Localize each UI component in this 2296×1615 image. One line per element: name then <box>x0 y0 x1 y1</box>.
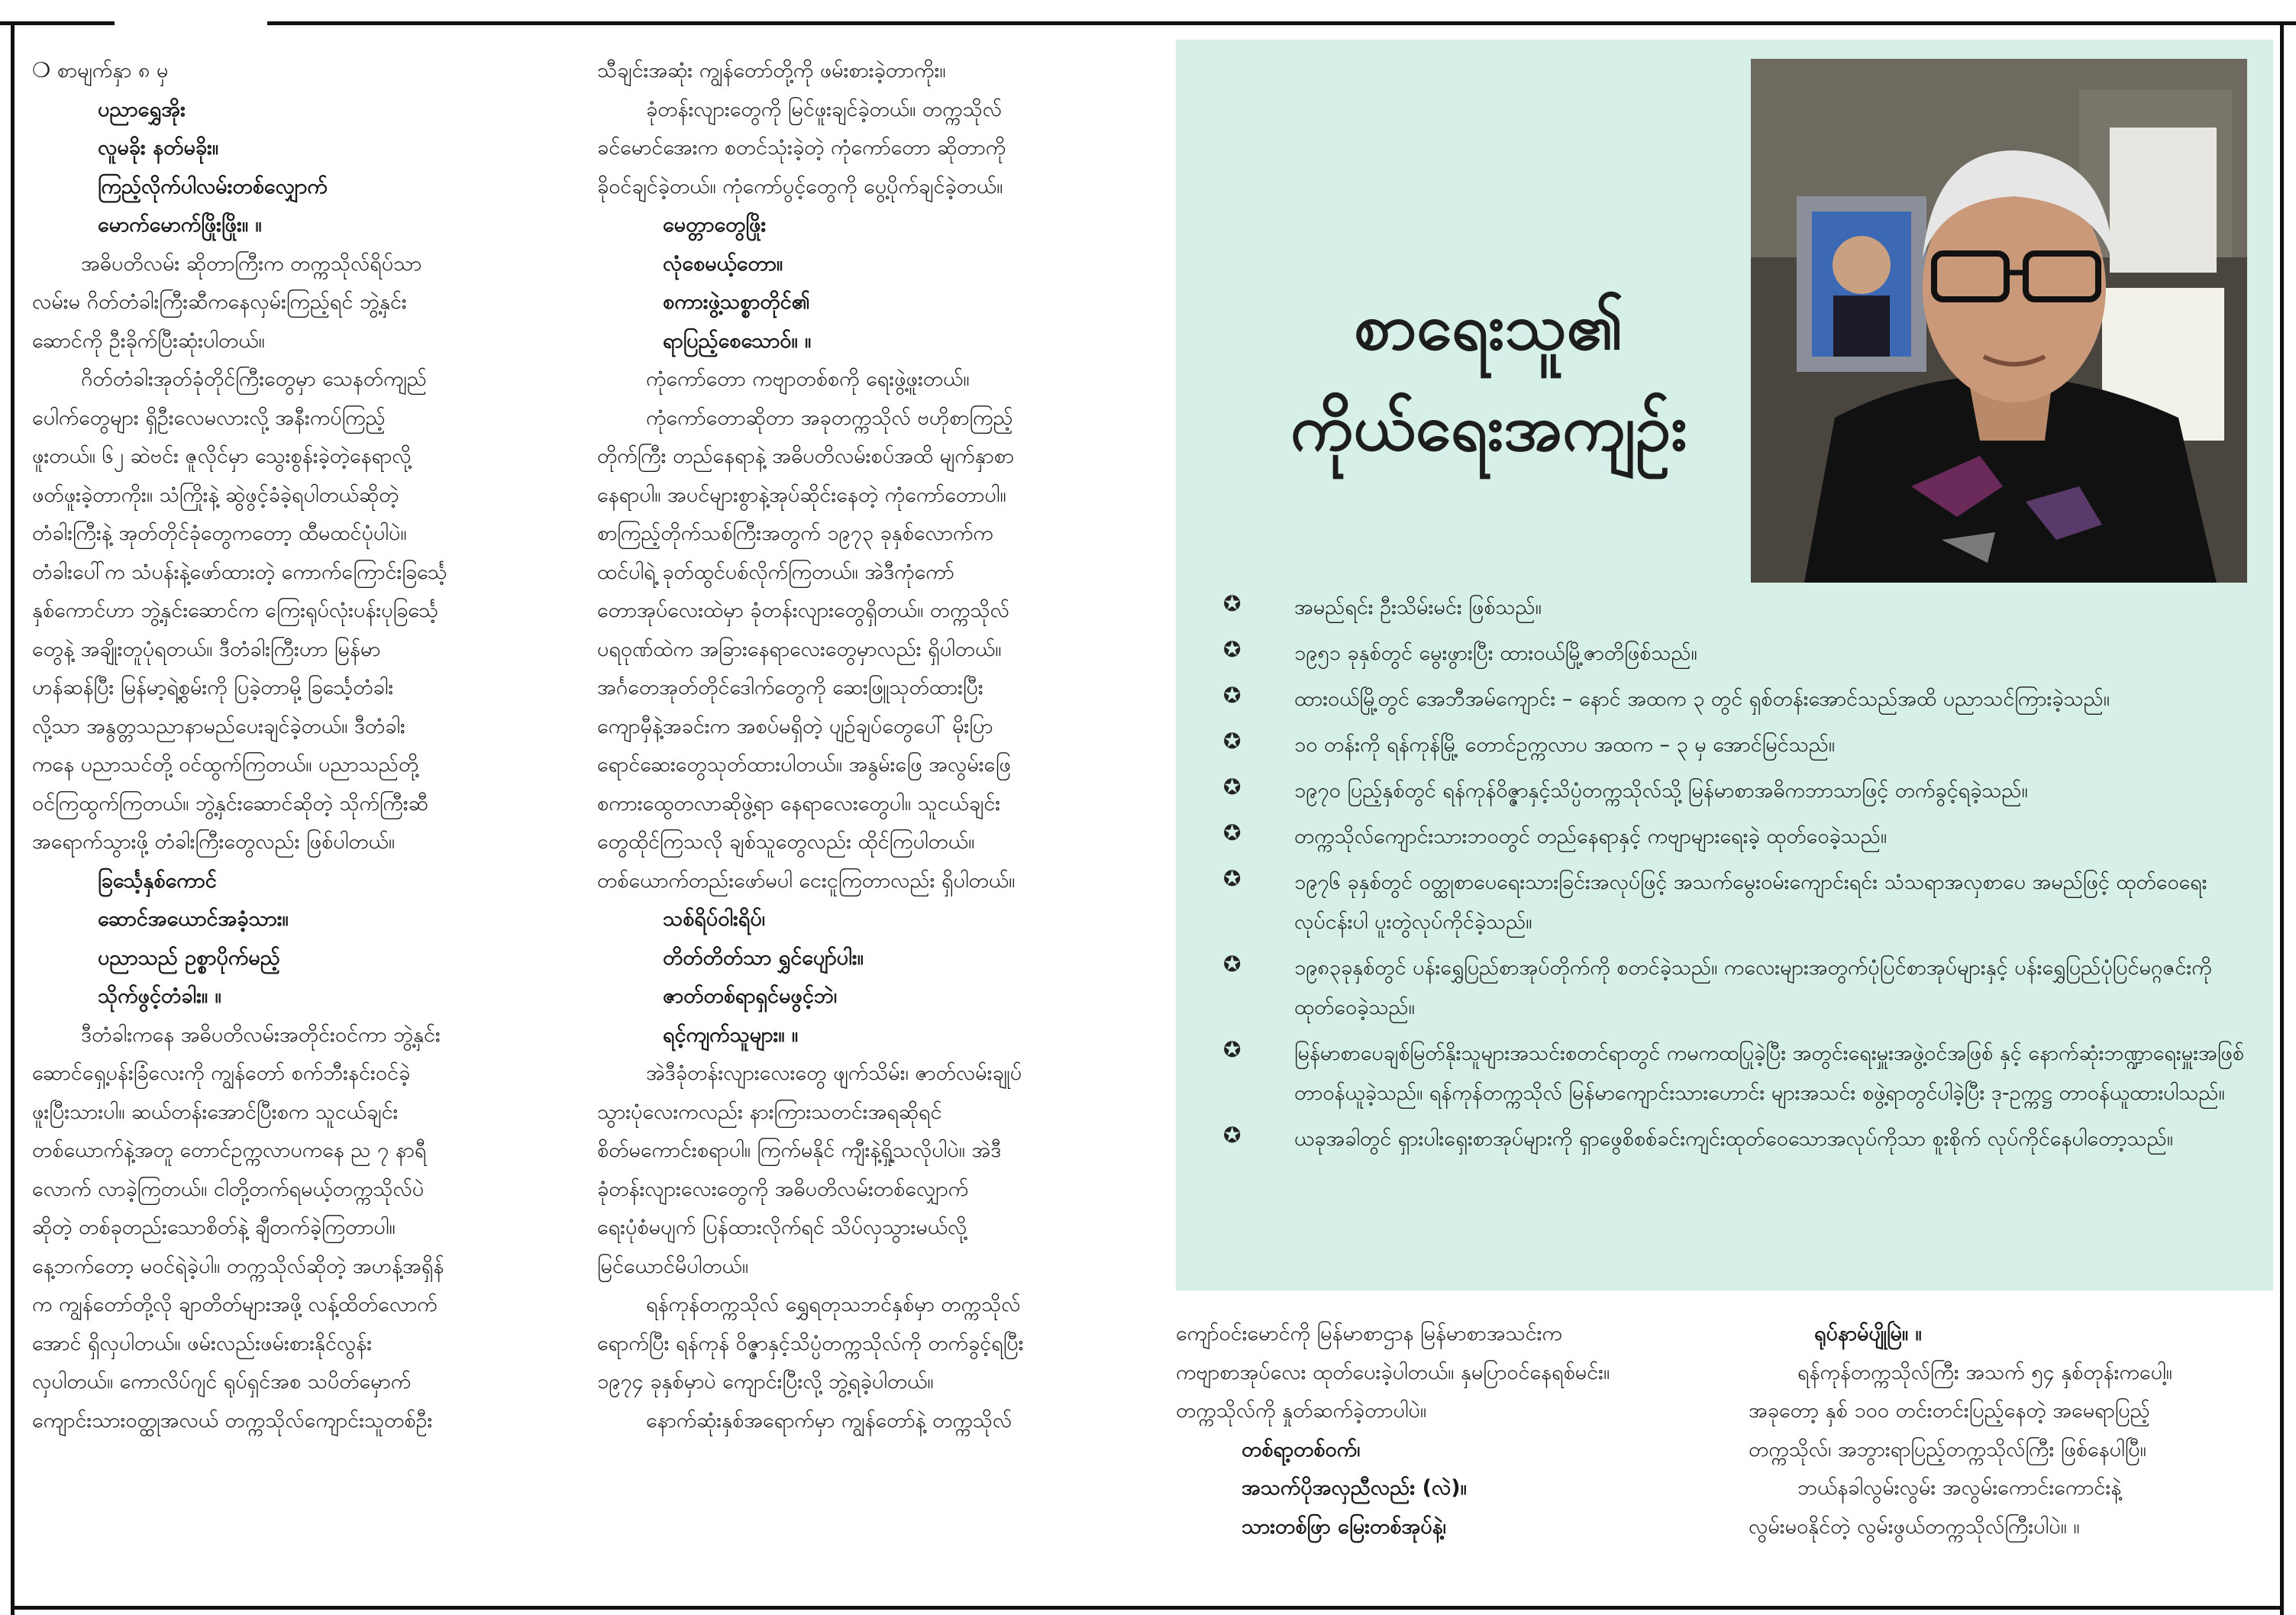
article-line: နှစ်ကောင်ဟာ ဘွဲ့နှင်းဆောင်က ကြေးရုပ်လုံးပန်းပုခြင်္သေ့ <box>32 599 439 622</box>
article-line: ဆောင်ကို ဦးခိုက်ပြီးဆုံးပါတယ်။ <box>32 328 265 353</box>
bio-item-text: ယခုအခါတွင် ရှားပါးရှေးစာအုပ်များကို ရှာဖွေစိစစ်ခင်းကျင်းထုတ်ဝေသောအလုပ်ကိုသာ စူးစိုက် လုပ်ကိုင်နေပါတော့သည်။ <box>1294 1127 2173 1151</box>
article-line: ရောက်ပြီး ရန်ကုန် ဝိဇ္ဇာနှင့်သိပ္ပံတက္ကသိုလ်ကို တက်ခွင့်ရပြီး <box>597 1331 1024 1355</box>
article-line: ပေါက်တွေများ ရှိဦးလေမလားလို့ အနီးကပ်ကြည့် <box>32 405 386 430</box>
verse-line: စကားဖွဲ့သစ္စာတိုင်၏ <box>663 290 810 314</box>
article-line: လှပါတယ်။ ကောလိပ်ဂျင် ရုပ်ရှင်အစ သပိတ်မှောက် <box>32 1370 412 1394</box>
article-column-1 <box>32 52 567 1606</box>
article-line: ❍ စာမျက်နှာ ၈ မှ <box>32 59 169 82</box>
star-bullet-icon: ✪ <box>1223 1037 1242 1062</box>
article-line: ကုံကော်တောဆိုတာ အခုတက္ကသိုလ် ဗဟိုစာကြည့် <box>646 405 1013 430</box>
article-line: ဖတ်ဖူးခဲ့တာကိုး။ သံကြိုးနဲ့ ဆွဲဖွင့်ခံခဲ့ရပါတယ်ဆိုတဲ့ <box>32 483 399 507</box>
star-bullet-icon: ✪ <box>1223 1122 1242 1148</box>
headline-line-2: ကိုယ်ရေးအကျဉ်း <box>1290 389 1687 465</box>
article-line: ဟန်ဆန်ပြီး မြန်မာ့ရဲ့စွမ်းကို ပြခဲ့တာမို့ ခြင်္သေ့တံခါး <box>32 676 394 699</box>
verse-line: သားတစ်ဖြာ မြေးတစ်အုပ်နဲ့၊ <box>1242 1514 1446 1539</box>
verse-line: အသက်ပိုအလှညီလည်း (လဲ)။ <box>1242 1476 1467 1500</box>
bio-item <box>1206 680 2252 719</box>
author-portrait-illustration <box>1751 59 2247 583</box>
star-bullet-icon: ✪ <box>1223 591 1242 616</box>
verse-line: ရင့်ကျက်သူများ။ ။ <box>663 1022 799 1047</box>
verse-line: ဆောင်အယောင်အခံ့သား။ <box>98 907 289 931</box>
article-line: လို့သာ အနွတ္တသညာနာမည်ပေးချင်ခဲ့တယ်။ ဒီတံခါး <box>32 714 405 738</box>
article-line: နေ့ဘက်တော့ မဝင်ရဲခဲ့ပါ။ တက္ကသိုလ်ဆိုတဲ့ အဟန့်အရှိန် <box>32 1254 444 1278</box>
article-line: လောက် လာခဲ့ကြတယ်။ ငါတို့တက်ရမယ့်တက္ကသိုလ်ပဲ <box>32 1177 425 1201</box>
profile-bio-list <box>1206 588 2252 1165</box>
bio-item-text: မြန်မာစာပေချစ်မြတ်နိုးသူများအသင်းစတင်ရာတွင် ကမကထပြုခဲ့ပြီး အတွင်းရေးမှူးအဖွဲ့ဝင်အဖြစ် နှင့် နောက်ဆုံးဘဏ္ဍာရေးမှူးအဖြစ် တာဝန်ယူခဲ့သည်။ ရန်ကုန်တက္ကသိုလ် မြန်မာကျောင်းသားဟောင်း များအသင်း စဖွဲ့ရာတွင်ပါခဲ့ပြီး ဒု-ဥက္ကဋ္ဌ တာဝန်ယူထားပါသည်။ <box>1294 1042 2244 1105</box>
bio-item <box>1206 725 2252 765</box>
verse-line: တိတ်တိတ်သာ ရွှင်ပျော်ပါး။ <box>663 945 864 970</box>
bio-item-text: ထားဝယ်မြို့တွင် အေဘီအမ်ကျောင်း – နောင် အထက ၃ တွင် ရှစ်တန်းအောင်သည်အထိ ပညာသင်ကြားခဲ့သည်။ <box>1294 687 2110 711</box>
top-tab <box>115 15 267 26</box>
star-bullet-icon: ✪ <box>1223 683 1242 708</box>
article-line: အရောက်သွားဖို့ တံခါးကြီးတွေလည်း ဖြစ်ပါတယ်။ <box>32 830 396 854</box>
article-line: ပရဝုဏ်ထဲက အခြားနေရာလေးတွေမှာလည်း ရှိပါတယ်။ <box>597 637 1002 661</box>
article-line: အင်္ဂတေအုတ်တိုင်ဒေါက်တွေကို ဆေးဖြူသုတ်ထားပြီး <box>597 676 983 699</box>
bio-item <box>1206 771 2252 811</box>
article-line: ခိုဝင်ချင်ခဲ့တယ်။ ကုံကော်ပွင့်တွေကို ပွေ့ပိုက်ချင်ခဲ့တယ်။ <box>597 174 1003 199</box>
article-line: ဖူးပြီးသားပါ။ ဆယ်တန်းအောင်ပြီးစက သူငယ်ချင်း <box>32 1100 399 1124</box>
article-line: နေရာပါ။ အပင်များစွာနဲ့အုပ်ဆိုင်းနေတဲ့ ကုံကော်တောပါ။ <box>597 483 1006 507</box>
article-line: မြင်ယောင်မိပါတယ်။ <box>597 1254 749 1278</box>
article-line: စကားထွေတလာဆိုဖွဲ့ရာ နေရာလေးတွေပါ။ သူငယ်ချင်း <box>597 791 1001 816</box>
verse-line: သစ်ရိပ်ဝါးရိပ်၊ <box>663 907 766 931</box>
article-line: ခင်မောင်အေးက စတင်သုံးခဲ့တဲ့ ကုံကော်တော ဆိုတာကို <box>597 136 1006 160</box>
bio-item <box>1206 1034 2252 1113</box>
article-line: ၁၉၇၄ ခုနှစ်မှာပဲ ကျောင်းပြီးလို့ ဘွဲ့ရခဲ့ပါတယ်။ <box>597 1370 934 1394</box>
article-line: တစ်ယောက်နဲ့အတူ တောင်ဥက္ကလာပကနေ ည ၇ နာရီ <box>32 1139 427 1162</box>
star-bullet-icon: ✪ <box>1223 820 1242 845</box>
bio-item <box>1206 863 2252 942</box>
article-line: ရောင်ဆေးတွေသုတ်ထားပါတယ်။ အနွမ်းဖြေ အလွမ်းဖြေ <box>597 753 1011 777</box>
star-bullet-icon: ✪ <box>1223 951 1242 977</box>
article-line: အဓိပတိလမ်း ဆိုတာကြီးက တက္ကသိုလ်ရိပ်သာ <box>81 251 422 276</box>
article-line: ကဗျာစာအုပ်လေး ထုတ်ပေးခဲ့ပါတယ်။ နှမပြာဝင်နေရစ်မင်း။ <box>1176 1360 1610 1384</box>
article-line: နောက်ဆုံးနှစ်အရောက်မှာ ကျွန်တော်နဲ့ တက္ကသိုလ် <box>646 1408 1012 1433</box>
star-bullet-icon: ✪ <box>1223 728 1242 754</box>
verse-line: သိုက်ဖွင့်တံခါး။ ။ <box>98 984 221 1008</box>
verse-line: ရာပြည့်စေသောဝ်။ ။ <box>663 328 812 353</box>
article-line: သွားပုံလေးကလည်း နားကြားသတင်းအရဆိုရင် <box>597 1100 942 1124</box>
star-bullet-icon: ✪ <box>1223 774 1242 799</box>
article-line: ကုံကော်တော ကဗျာတစ်စကို ရေးဖွဲ့ဖူးတယ်။ <box>646 367 970 391</box>
verse-line: မောက်မောက်ဖြိုးဖြိုး။ ။ <box>98 213 262 237</box>
bio-item <box>1206 634 2252 673</box>
top-border <box>0 21 2296 25</box>
article-line: အောင် ရှိလှပါတယ်။ ဖမ်းလည်းဖမ်းစားနိုင်လွန်း <box>32 1331 373 1355</box>
article-line: လမ်းမ ဂိတ်တံခါးကြီးဆီကနေလှမ်းကြည့်ရင် ဘွဲ့နှင်း <box>32 290 407 314</box>
article-line: စိတ်မကောင်းစရာပါ။ ကြက်မနိုင် ကျီးနဲ့ရှို့သလိုပါပဲ။ အဲဒီ <box>597 1139 1002 1162</box>
verse-line: လုံစေမယ့်တော။ <box>663 251 783 276</box>
verse-line: ရုပ်နာမ်ပျိုမြဲ။ ။ <box>1814 1322 1922 1345</box>
article-line: ခုံတန်းလျားတွေကို မြင်ဖူးချင်ခဲ့တယ်။ တက္ကသိုလ် <box>646 97 1003 121</box>
article-line: ဝင်ကြထွက်ကြတယ်။ ဘွဲ့နှင်းဆောင်ဆိုတဲ့ သိုက်ကြီးဆီ <box>32 791 428 816</box>
article-line: ရန်ကုန်တက္ကသိုလ် ရွှေရတုသဘင်နှစ်မှာ တက္ကသိုလ် <box>646 1293 1021 1316</box>
article-column-2 <box>597 52 1139 1606</box>
bio-item-text: တက္ကသိုလ်ကျောင်းသားဘဝတွင် တည်နေရာနှင့် ကဗျာများရေးခဲ့ ထုတ်ဝေခဲ့သည်။ <box>1294 825 1887 848</box>
article-line: ဂိတ်တံခါးအုတ်ခုံတိုင်ကြီးတွေမှာ သေနတ်ကျည် <box>81 367 427 391</box>
bio-item <box>1206 948 2252 1028</box>
verse-line: ကြည့်လိုက်ပါလမ်းတစ်လျှောက် <box>98 174 328 199</box>
article-line: တိုက်ကြီး တည်နေရာနဲ့ အဓိပတိလမ်းစပ်အထိ မျက်နှာစာ <box>597 444 1015 468</box>
author-photo <box>1751 59 2247 583</box>
article-line: ရန်ကုန်တက္ကသိုလ်ကြီး အသက် ၅၄ နှစ်တုန်းကပေါ့။ <box>1797 1360 2172 1384</box>
article-line: ဘယ်နခါလွမ်းလွမ်း အလွမ်းကောင်းကောင်းနဲ့ <box>1797 1476 2122 1500</box>
article-line: တံခါးကြီးနဲ့ အုတ်တိုင်ခုံတွေကတော့ ထီမထင်ပုံပါပဲ။ <box>32 522 407 545</box>
verse-line: ခြင်္သေ့နှစ်ကောင် <box>98 868 217 893</box>
article-line: ဆိုတဲ့ တစ်ခုတည်းသောစိတ်နဲ့ ချီတက်ခဲ့ကြတာပါ။ <box>32 1216 396 1239</box>
star-bullet-icon: ✪ <box>1223 637 1242 662</box>
star-bullet-icon: ✪ <box>1223 866 1242 891</box>
article-line: တောအုပ်လေးထဲမှာ ခုံတန်းလျားတွေရှိတယ်။ တက္ကသိုလ် <box>597 599 1009 622</box>
article-line: တက္ကသိုလ်၊ အဘွားရာပြည့်တက္ကသိုလ်ကြီး ဖြစ်နေပါပြီ။ <box>1749 1437 2146 1462</box>
article-line: လွမ်းမဝနိုင်တဲ့ လွမ်းဖွယ်တက္ကသိုလ်ကြီးပါပဲ။ ။ <box>1749 1514 2080 1539</box>
verse-line: တစ်ရာ့တစ်ဝက်၊ <box>1242 1437 1361 1462</box>
article-line: အခုတော့ နှစ် ၁၀၀ တင်းတင်းပြည့်နေတဲ့ အမေရာပြည့် <box>1749 1399 2150 1423</box>
article-line: တွေထိုင်ကြသလို ချစ်သူတွေလည်း ထိုင်ကြပါတယ်။ <box>597 830 975 854</box>
headline-line-1: စာရေးသူ၏ <box>1354 289 1624 364</box>
article-line: တံခါးပေါ်က သံပန်းနဲ့ဖော်ထားတဲ့ ကောက်ကြောင်းခြင်္သေ့ <box>32 560 447 584</box>
bio-item-text: အမည်ရင်း ဦးသိမ်းမင်း ဖြစ်သည်။ <box>1294 596 1542 619</box>
bio-item <box>1206 588 2252 628</box>
article-line: တက္ကသိုလ်ကို နှုတ်ဆက်ခဲ့တာပါပဲ။ <box>1176 1399 1427 1423</box>
verse-line: ပညာသည် ဥစ္စာပိုက်မည့် <box>98 945 280 970</box>
bio-item-text: ၁၀ တန်းကို ရန်ကုန်မြို့ တောင်ဥက္ကလာပ အထက – ၃ မှ အောင်မြင်သည်။ <box>1294 733 1836 757</box>
article-line: က ကျွန်တော်တို့လို ချာတိတ်များအဖို့ လန့်ထိတ်လောက် <box>32 1293 438 1316</box>
left-border <box>11 21 15 1615</box>
bio-item <box>1206 1119 2252 1159</box>
article-line: ထင်ပါရဲ့ ခုတ်ထွင်ပစ်လိုက်ကြတယ်။ အဲဒီကုံကော် <box>597 560 954 584</box>
article-line: စာကြည့်တိုက်သစ်ကြီးအတွက် ၁၉၇၃ ခုနှစ်လောက်က <box>597 522 993 545</box>
article-line: တွေနဲ့ အချိုးတူပုံရတယ်။ ဒီတံခါးကြီးဟာ မြန်မာ <box>32 637 381 661</box>
author-profile-panel <box>1176 40 2273 1290</box>
bottom-border <box>11 1606 2284 1610</box>
bio-item-text: ၁၉၇၆ ခုနှစ်တွင် ဝတ္ထုစာပေရေးသားခြင်းအလုပ်ဖြင့် အသက်မွေးဝမ်းကျောင်းရင်း သံသရာအလှစာပေ အမည်ဖြင့် ထုတ်ဝေရေးလုပ်ငန်းပါ ပူးတွဲလုပ်ကိုင်ခဲ့သည်။ <box>1294 870 2207 934</box>
article-line: တစ်ယောက်တည်းဖော်မပါ ငေးငူကြတာလည်း ရှိပါတယ်။ <box>597 868 1016 893</box>
article-line: ဖူးတယ်။ ၆၂ ဆဲဗင်း ဇူလိုင်မှာ သွေးစွန်းခဲ့တဲ့နေရာလို့ <box>32 444 412 468</box>
article-line: ကျော်ဝင်းမောင်ကို မြန်မာစာဌာန မြန်မာစာအသင်းက <box>1176 1322 1562 1345</box>
article-line: ကျောင်းသားဝတ္ထုအလယ် တက္ကသိုလ်ကျောင်းသူတစ်ဦး <box>32 1408 433 1433</box>
article-column-3 <box>1176 1315 1726 1605</box>
article-line: ဒီတံခါးကနေ အဓိပတိလမ်းအတိုင်းဝင်ကာ ဘွဲ့နှင်း <box>81 1022 441 1047</box>
verse-line: မေတ္တာတွေဖြိုး <box>663 213 767 237</box>
article-line: သီချင်းအဆုံး ကျွန်တော်တို့ကို ဖမ်းစားခဲ့တာကိုး။ <box>597 59 946 82</box>
article-line: ခုံတန်းလျားလေးတွေကို အဓိပတိလမ်းတစ်လျှောက် <box>597 1177 969 1201</box>
verse-line: ပညာရွှေအိုး <box>98 97 186 121</box>
verse-line: လူမခိုး နတ်မခိုး။ <box>98 136 219 160</box>
article-line: အဲဒီခုံတန်းလျားလေးတွေ ဖျက်သိမ်း၊ ဇာတ်လမ်းချုပ် <box>646 1061 1022 1085</box>
bio-item-text: ၁၉၅၁ ခုနှစ်တွင် မွေးဖွားပြီး ထားဝယ်မြို့ဇာတိဖြစ်သည်။ <box>1294 641 1697 665</box>
bio-item-text: ၁၉၇၀ ပြည့်နှစ်တွင် ရန်ကုန်ဝိဇ္ဇာနှင့်သိပ္ပံတက္ကသိုလ်သို့ မြန်မာစာအဓိကဘာသာဖြင့် တက်ခွင့်ရခဲ့သည်။ <box>1294 779 2028 803</box>
article-column-4 <box>1749 1315 2275 1605</box>
article-line: ကနေ ပညာသင်တို့ ဝင်ထွက်ကြတယ်။ ပညာသည်တို့ <box>32 753 419 777</box>
right-border <box>2280 21 2284 1615</box>
article-line: ကျောမှီနဲ့အခင်းက အစပ်မရှိတဲ့ ပျဉ်ချပ်တွေပေါ် မိုးပြာ <box>597 714 993 738</box>
profile-headline <box>1222 276 1756 478</box>
verse-line: ဇာတ်တစ်ရာရှင်မဖွင့်ဘဲ၊ <box>663 984 838 1008</box>
article-line: ရေးပုံစံမပျက် ပြန်ထားလိုက်ရင် သိပ်လှသွားမယ်လို့ <box>597 1216 967 1239</box>
bio-item <box>1206 817 2252 857</box>
bio-item-text: ၁၉၈၃ခုနှစ်တွင် ပန်းရွှေပြည်စာအုပ်တိုက်ကို စတင်ခဲ့သည်။ ကလေးများအတွက်ပုံပြင်စာအုပ်များနှင့် ပန်းရွှေပြည်ပုံပြင်မဂ္ဂဇင်းကို ထုတ်ဝေခဲ့သည်။ <box>1294 956 2212 1019</box>
article-line: ဆောင်ရှေ့ပန်းခြံလေးကို ကျွန်တော် စက်ဘီးနင်းဝင်ခဲ့ <box>32 1061 411 1085</box>
